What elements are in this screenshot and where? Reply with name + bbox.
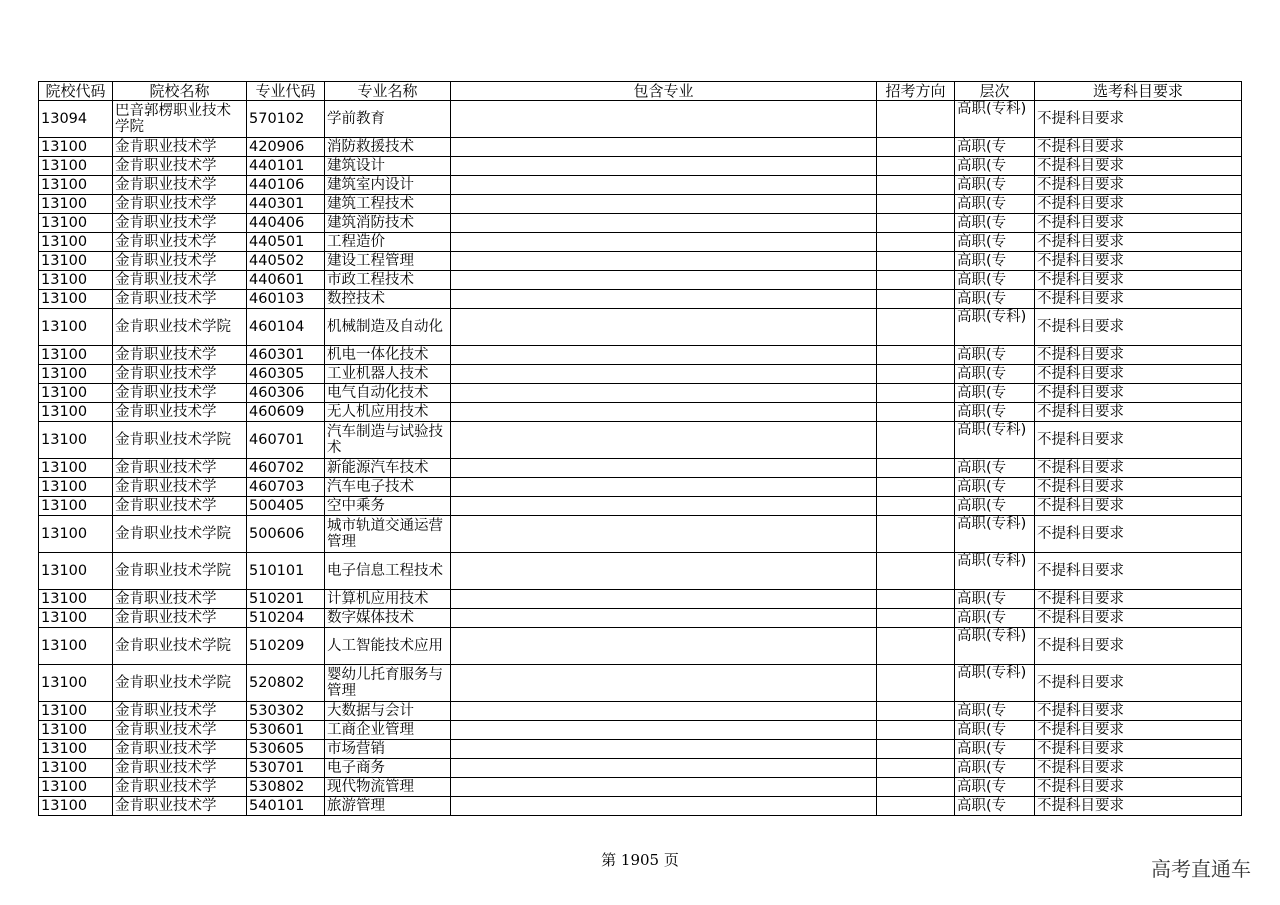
cell-subject-requirement: 不提科目要求 bbox=[1035, 290, 1242, 309]
enrollment-table bbox=[38, 81, 1242, 816]
cell-direction bbox=[877, 609, 955, 628]
cell-school-name: 金肯职业技术学 bbox=[113, 176, 247, 195]
table-row bbox=[39, 309, 1242, 346]
cell-included-majors bbox=[451, 516, 877, 553]
cell-school-code: 13100 bbox=[39, 384, 113, 403]
cell-included-majors bbox=[451, 252, 877, 271]
cell-included-majors bbox=[451, 101, 877, 138]
cell-subject-requirement: 不提科目要求 bbox=[1035, 252, 1242, 271]
cell-school-code: 13100 bbox=[39, 290, 113, 309]
cell-major-code: 440501 bbox=[247, 233, 325, 252]
cell-subject-requirement: 不提科目要求 bbox=[1035, 553, 1242, 590]
cell-direction bbox=[877, 721, 955, 740]
cell-school-name: 金肯职业技术学 bbox=[113, 740, 247, 759]
cell-direction bbox=[877, 384, 955, 403]
cell-subject-requirement: 不提科目要求 bbox=[1035, 759, 1242, 778]
cell-school-name: 金肯职业技术学院 bbox=[113, 516, 247, 553]
cell-level: 高职(专科) bbox=[955, 665, 1035, 702]
cell-subject-requirement: 不提科目要求 bbox=[1035, 665, 1242, 702]
cell-major-code: 540101 bbox=[247, 797, 325, 816]
cell-major-code: 460306 bbox=[247, 384, 325, 403]
cell-school-name: 金肯职业技术学 bbox=[113, 252, 247, 271]
cell-subject-requirement: 不提科目要求 bbox=[1035, 497, 1242, 516]
cell-school-name: 金肯职业技术学 bbox=[113, 365, 247, 384]
cell-major-code: 530601 bbox=[247, 721, 325, 740]
cell-school-name: 金肯职业技术学院 bbox=[113, 422, 247, 459]
cell-school-name: 金肯职业技术学 bbox=[113, 497, 247, 516]
cell-school-name: 金肯职业技术学 bbox=[113, 271, 247, 290]
cell-subject-requirement: 不提科目要求 bbox=[1035, 309, 1242, 346]
cell-school-code: 13100 bbox=[39, 759, 113, 778]
table-row bbox=[39, 157, 1242, 176]
table-row bbox=[39, 365, 1242, 384]
cell-school-code: 13100 bbox=[39, 233, 113, 252]
cell-included-majors bbox=[451, 195, 877, 214]
cell-school-code: 13100 bbox=[39, 628, 113, 665]
cell-included-majors bbox=[451, 384, 877, 403]
cell-major-code: 460701 bbox=[247, 422, 325, 459]
cell-included-majors bbox=[451, 478, 877, 497]
cell-direction bbox=[877, 138, 955, 157]
cell-included-majors bbox=[451, 138, 877, 157]
cell-included-majors bbox=[451, 553, 877, 590]
cell-major-name: 汽车电子技术 bbox=[325, 478, 451, 497]
cell-direction bbox=[877, 590, 955, 609]
cell-level: 高职(专 bbox=[955, 157, 1035, 176]
cell-major-code: 460703 bbox=[247, 478, 325, 497]
cell-major-name: 新能源汽车技术 bbox=[325, 459, 451, 478]
cell-major-code: 460702 bbox=[247, 459, 325, 478]
cell-level: 高职(专 bbox=[955, 271, 1035, 290]
cell-level: 高职(专 bbox=[955, 609, 1035, 628]
cell-school-name: 金肯职业技术学 bbox=[113, 290, 247, 309]
cell-included-majors bbox=[451, 233, 877, 252]
cell-level: 高职(专科) bbox=[955, 628, 1035, 665]
cell-direction bbox=[877, 702, 955, 721]
cell-major-code: 420906 bbox=[247, 138, 325, 157]
cell-subject-requirement: 不提科目要求 bbox=[1035, 365, 1242, 384]
cell-direction bbox=[877, 101, 955, 138]
table-row bbox=[39, 138, 1242, 157]
cell-subject-requirement: 不提科目要求 bbox=[1035, 797, 1242, 816]
cell-major-name: 电子商务 bbox=[325, 759, 451, 778]
header-level: 层次 bbox=[955, 82, 1035, 101]
cell-major-name: 空中乘务 bbox=[325, 497, 451, 516]
cell-major-code: 510204 bbox=[247, 609, 325, 628]
cell-major-name: 市场营销 bbox=[325, 740, 451, 759]
cell-major-code: 440601 bbox=[247, 271, 325, 290]
cell-subject-requirement: 不提科目要求 bbox=[1035, 138, 1242, 157]
cell-school-code: 13100 bbox=[39, 403, 113, 422]
cell-school-name: 金肯职业技术学 bbox=[113, 797, 247, 816]
table-row bbox=[39, 290, 1242, 309]
cell-school-code: 13100 bbox=[39, 176, 113, 195]
cell-level: 高职(专 bbox=[955, 138, 1035, 157]
header-direction: 招考方向 bbox=[877, 82, 955, 101]
cell-school-code: 13100 bbox=[39, 346, 113, 365]
cell-direction bbox=[877, 759, 955, 778]
cell-direction bbox=[877, 403, 955, 422]
cell-level: 高职(专科) bbox=[955, 422, 1035, 459]
cell-subject-requirement: 不提科目要求 bbox=[1035, 609, 1242, 628]
cell-major-name: 婴幼儿托育服务与管理 bbox=[325, 665, 451, 702]
cell-school-code: 13100 bbox=[39, 497, 113, 516]
cell-included-majors bbox=[451, 403, 877, 422]
cell-major-code: 500405 bbox=[247, 497, 325, 516]
cell-school-name: 巴音郭楞职业技术学院 bbox=[113, 101, 247, 138]
cell-school-name: 金肯职业技术学 bbox=[113, 157, 247, 176]
cell-school-name: 金肯职业技术学 bbox=[113, 778, 247, 797]
cell-direction bbox=[877, 553, 955, 590]
cell-school-code: 13100 bbox=[39, 459, 113, 478]
cell-major-name: 机电一体化技术 bbox=[325, 346, 451, 365]
cell-included-majors bbox=[451, 759, 877, 778]
table-row bbox=[39, 665, 1242, 702]
cell-direction bbox=[877, 346, 955, 365]
cell-direction bbox=[877, 422, 955, 459]
cell-major-name: 学前教育 bbox=[325, 101, 451, 138]
cell-school-code: 13100 bbox=[39, 721, 113, 740]
cell-direction bbox=[877, 778, 955, 797]
cell-subject-requirement: 不提科目要求 bbox=[1035, 384, 1242, 403]
cell-school-name: 金肯职业技术学 bbox=[113, 478, 247, 497]
cell-major-name: 消防救援技术 bbox=[325, 138, 451, 157]
cell-major-code: 460301 bbox=[247, 346, 325, 365]
cell-major-name: 计算机应用技术 bbox=[325, 590, 451, 609]
cell-level: 高职(专科) bbox=[955, 309, 1035, 346]
table-row bbox=[39, 478, 1242, 497]
cell-major-name: 汽车制造与试验技术 bbox=[325, 422, 451, 459]
cell-included-majors bbox=[451, 590, 877, 609]
table-row bbox=[39, 101, 1242, 138]
table-row bbox=[39, 497, 1242, 516]
cell-major-code: 440406 bbox=[247, 214, 325, 233]
cell-included-majors bbox=[451, 665, 877, 702]
cell-direction bbox=[877, 628, 955, 665]
table-row bbox=[39, 384, 1242, 403]
cell-school-name: 金肯职业技术学 bbox=[113, 346, 247, 365]
cell-school-code: 13100 bbox=[39, 422, 113, 459]
cell-major-name: 建筑工程技术 bbox=[325, 195, 451, 214]
cell-subject-requirement: 不提科目要求 bbox=[1035, 403, 1242, 422]
cell-direction bbox=[877, 459, 955, 478]
cell-direction bbox=[877, 157, 955, 176]
cell-school-name: 金肯职业技术学 bbox=[113, 384, 247, 403]
cell-major-code: 440301 bbox=[247, 195, 325, 214]
cell-school-code: 13100 bbox=[39, 702, 113, 721]
cell-school-code: 13100 bbox=[39, 478, 113, 497]
cell-included-majors bbox=[451, 609, 877, 628]
table-row bbox=[39, 176, 1242, 195]
cell-school-name: 金肯职业技术学 bbox=[113, 590, 247, 609]
cell-school-name: 金肯职业技术学 bbox=[113, 403, 247, 422]
watermark-text: 高考直通车 bbox=[1151, 857, 1251, 881]
cell-school-code: 13100 bbox=[39, 740, 113, 759]
cell-included-majors bbox=[451, 497, 877, 516]
cell-school-code: 13100 bbox=[39, 214, 113, 233]
page-number: 第 1905 页 bbox=[601, 851, 679, 869]
cell-subject-requirement: 不提科目要求 bbox=[1035, 516, 1242, 553]
cell-subject-requirement: 不提科目要求 bbox=[1035, 233, 1242, 252]
cell-school-name: 金肯职业技术学院 bbox=[113, 628, 247, 665]
cell-school-name: 金肯职业技术学院 bbox=[113, 309, 247, 346]
cell-subject-requirement: 不提科目要求 bbox=[1035, 721, 1242, 740]
cell-school-name: 金肯职业技术学 bbox=[113, 233, 247, 252]
header-school-name: 院校名称 bbox=[113, 82, 247, 101]
cell-included-majors bbox=[451, 271, 877, 290]
cell-direction bbox=[877, 497, 955, 516]
cell-direction bbox=[877, 740, 955, 759]
cell-level: 高职(专 bbox=[955, 346, 1035, 365]
cell-major-name: 数控技术 bbox=[325, 290, 451, 309]
cell-included-majors bbox=[451, 721, 877, 740]
table-row bbox=[39, 195, 1242, 214]
cell-major-name: 市政工程技术 bbox=[325, 271, 451, 290]
cell-major-name: 工业机器人技术 bbox=[325, 365, 451, 384]
cell-direction bbox=[877, 271, 955, 290]
cell-direction bbox=[877, 665, 955, 702]
cell-major-name: 城市轨道交通运营管理 bbox=[325, 516, 451, 553]
header-school-code: 院校代码 bbox=[39, 82, 113, 101]
cell-level: 高职(专 bbox=[955, 740, 1035, 759]
cell-school-name: 金肯职业技术学 bbox=[113, 138, 247, 157]
cell-major-name: 建筑消防技术 bbox=[325, 214, 451, 233]
cell-included-majors bbox=[451, 290, 877, 309]
cell-level: 高职(专 bbox=[955, 759, 1035, 778]
cell-major-code: 440106 bbox=[247, 176, 325, 195]
cell-included-majors bbox=[451, 459, 877, 478]
cell-level: 高职(专 bbox=[955, 176, 1035, 195]
cell-level: 高职(专 bbox=[955, 195, 1035, 214]
cell-school-name: 金肯职业技术学院 bbox=[113, 553, 247, 590]
cell-major-code: 440502 bbox=[247, 252, 325, 271]
cell-level: 高职(专 bbox=[955, 459, 1035, 478]
cell-included-majors bbox=[451, 422, 877, 459]
cell-direction bbox=[877, 252, 955, 271]
cell-major-name: 建筑室内设计 bbox=[325, 176, 451, 195]
cell-school-code: 13100 bbox=[39, 365, 113, 384]
table-row bbox=[39, 797, 1242, 816]
table-row bbox=[39, 271, 1242, 290]
cell-major-code: 570102 bbox=[247, 101, 325, 138]
cell-subject-requirement: 不提科目要求 bbox=[1035, 214, 1242, 233]
cell-level: 高职(专科) bbox=[955, 516, 1035, 553]
cell-major-code: 460609 bbox=[247, 403, 325, 422]
cell-level: 高职(专 bbox=[955, 702, 1035, 721]
cell-school-name: 金肯职业技术学 bbox=[113, 459, 247, 478]
cell-level: 高职(专 bbox=[955, 365, 1035, 384]
cell-school-name: 金肯职业技术学院 bbox=[113, 665, 247, 702]
table-row bbox=[39, 516, 1242, 553]
cell-level: 高职(专 bbox=[955, 797, 1035, 816]
cell-included-majors bbox=[451, 740, 877, 759]
cell-major-name: 电子信息工程技术 bbox=[325, 553, 451, 590]
table-row bbox=[39, 252, 1242, 271]
cell-subject-requirement: 不提科目要求 bbox=[1035, 778, 1242, 797]
cell-direction bbox=[877, 195, 955, 214]
header-major-name: 专业名称 bbox=[325, 82, 451, 101]
cell-school-code: 13100 bbox=[39, 195, 113, 214]
cell-subject-requirement: 不提科目要求 bbox=[1035, 346, 1242, 365]
header-row bbox=[39, 82, 1242, 101]
table-row bbox=[39, 553, 1242, 590]
cell-included-majors bbox=[451, 628, 877, 665]
table-row bbox=[39, 403, 1242, 422]
cell-included-majors bbox=[451, 214, 877, 233]
cell-major-name: 电气自动化技术 bbox=[325, 384, 451, 403]
cell-included-majors bbox=[451, 778, 877, 797]
table-row bbox=[39, 214, 1242, 233]
cell-major-code: 530802 bbox=[247, 778, 325, 797]
cell-direction bbox=[877, 309, 955, 346]
table-row bbox=[39, 740, 1242, 759]
cell-level: 高职(专 bbox=[955, 497, 1035, 516]
cell-level: 高职(专 bbox=[955, 590, 1035, 609]
cell-direction bbox=[877, 478, 955, 497]
cell-included-majors bbox=[451, 309, 877, 346]
cell-major-name: 机械制造及自动化 bbox=[325, 309, 451, 346]
cell-level: 高职(专科) bbox=[955, 101, 1035, 138]
cell-school-code: 13100 bbox=[39, 271, 113, 290]
cell-level: 高职(专 bbox=[955, 252, 1035, 271]
cell-subject-requirement: 不提科目要求 bbox=[1035, 271, 1242, 290]
cell-school-code: 13094 bbox=[39, 101, 113, 138]
cell-subject-requirement: 不提科目要求 bbox=[1035, 101, 1242, 138]
cell-school-code: 13100 bbox=[39, 309, 113, 346]
table-row bbox=[39, 702, 1242, 721]
cell-direction bbox=[877, 797, 955, 816]
cell-level: 高职(专 bbox=[955, 721, 1035, 740]
cell-major-code: 530605 bbox=[247, 740, 325, 759]
cell-included-majors bbox=[451, 346, 877, 365]
cell-level: 高职(专 bbox=[955, 403, 1035, 422]
table-row bbox=[39, 628, 1242, 665]
cell-major-name: 工程造价 bbox=[325, 233, 451, 252]
header-major-code: 专业代码 bbox=[247, 82, 325, 101]
cell-subject-requirement: 不提科目要求 bbox=[1035, 478, 1242, 497]
cell-school-code: 13100 bbox=[39, 590, 113, 609]
cell-school-code: 13100 bbox=[39, 157, 113, 176]
cell-subject-requirement: 不提科目要求 bbox=[1035, 740, 1242, 759]
cell-level: 高职(专 bbox=[955, 778, 1035, 797]
cell-major-code: 520802 bbox=[247, 665, 325, 702]
table-row bbox=[39, 778, 1242, 797]
cell-major-code: 510201 bbox=[247, 590, 325, 609]
cell-major-name: 旅游管理 bbox=[325, 797, 451, 816]
cell-subject-requirement: 不提科目要求 bbox=[1035, 157, 1242, 176]
cell-included-majors bbox=[451, 365, 877, 384]
table-row bbox=[39, 721, 1242, 740]
table-row bbox=[39, 609, 1242, 628]
cell-major-code: 530302 bbox=[247, 702, 325, 721]
cell-major-name: 人工智能技术应用 bbox=[325, 628, 451, 665]
cell-school-code: 13100 bbox=[39, 797, 113, 816]
cell-major-name: 现代物流管理 bbox=[325, 778, 451, 797]
cell-school-name: 金肯职业技术学 bbox=[113, 721, 247, 740]
cell-major-code: 460305 bbox=[247, 365, 325, 384]
cell-major-code: 460104 bbox=[247, 309, 325, 346]
cell-school-code: 13100 bbox=[39, 138, 113, 157]
cell-major-name: 数字媒体技术 bbox=[325, 609, 451, 628]
cell-included-majors bbox=[451, 176, 877, 195]
table-row bbox=[39, 590, 1242, 609]
cell-school-code: 13100 bbox=[39, 553, 113, 590]
header-subject-requirement: 选考科目要求 bbox=[1035, 82, 1242, 101]
cell-major-code: 460103 bbox=[247, 290, 325, 309]
cell-school-code: 13100 bbox=[39, 665, 113, 702]
cell-school-code: 13100 bbox=[39, 252, 113, 271]
cell-direction bbox=[877, 176, 955, 195]
cell-school-code: 13100 bbox=[39, 778, 113, 797]
cell-major-code: 510209 bbox=[247, 628, 325, 665]
table-row bbox=[39, 422, 1242, 459]
cell-direction bbox=[877, 516, 955, 553]
cell-subject-requirement: 不提科目要求 bbox=[1035, 176, 1242, 195]
cell-subject-requirement: 不提科目要求 bbox=[1035, 459, 1242, 478]
cell-direction bbox=[877, 233, 955, 252]
cell-major-code: 510101 bbox=[247, 553, 325, 590]
cell-direction bbox=[877, 365, 955, 384]
cell-school-name: 金肯职业技术学 bbox=[113, 214, 247, 233]
header-included-majors: 包含专业 bbox=[451, 82, 877, 101]
cell-school-name: 金肯职业技术学 bbox=[113, 609, 247, 628]
cell-direction bbox=[877, 214, 955, 233]
cell-school-code: 13100 bbox=[39, 516, 113, 553]
cell-subject-requirement: 不提科目要求 bbox=[1035, 702, 1242, 721]
cell-included-majors bbox=[451, 702, 877, 721]
cell-school-name: 金肯职业技术学 bbox=[113, 702, 247, 721]
table-row bbox=[39, 459, 1242, 478]
cell-included-majors bbox=[451, 157, 877, 176]
cell-level: 高职(专 bbox=[955, 384, 1035, 403]
cell-level: 高职(专 bbox=[955, 478, 1035, 497]
cell-included-majors bbox=[451, 797, 877, 816]
cell-level: 高职(专 bbox=[955, 214, 1035, 233]
cell-school-name: 金肯职业技术学 bbox=[113, 759, 247, 778]
cell-major-name: 无人机应用技术 bbox=[325, 403, 451, 422]
cell-subject-requirement: 不提科目要求 bbox=[1035, 422, 1242, 459]
cell-major-code: 440101 bbox=[247, 157, 325, 176]
table-body bbox=[39, 101, 1242, 816]
cell-major-name: 建筑设计 bbox=[325, 157, 451, 176]
cell-major-name: 大数据与会计 bbox=[325, 702, 451, 721]
cell-major-name: 工商企业管理 bbox=[325, 721, 451, 740]
cell-level: 高职(专科) bbox=[955, 553, 1035, 590]
table-row bbox=[39, 759, 1242, 778]
cell-school-name: 金肯职业技术学 bbox=[113, 195, 247, 214]
cell-major-code: 500606 bbox=[247, 516, 325, 553]
cell-subject-requirement: 不提科目要求 bbox=[1035, 590, 1242, 609]
cell-subject-requirement: 不提科目要求 bbox=[1035, 195, 1242, 214]
cell-major-name: 建设工程管理 bbox=[325, 252, 451, 271]
table-row bbox=[39, 233, 1242, 252]
cell-major-code: 530701 bbox=[247, 759, 325, 778]
cell-direction bbox=[877, 290, 955, 309]
cell-level: 高职(专 bbox=[955, 290, 1035, 309]
cell-school-code: 13100 bbox=[39, 609, 113, 628]
table-row bbox=[39, 346, 1242, 365]
cell-level: 高职(专 bbox=[955, 233, 1035, 252]
cell-subject-requirement: 不提科目要求 bbox=[1035, 628, 1242, 665]
